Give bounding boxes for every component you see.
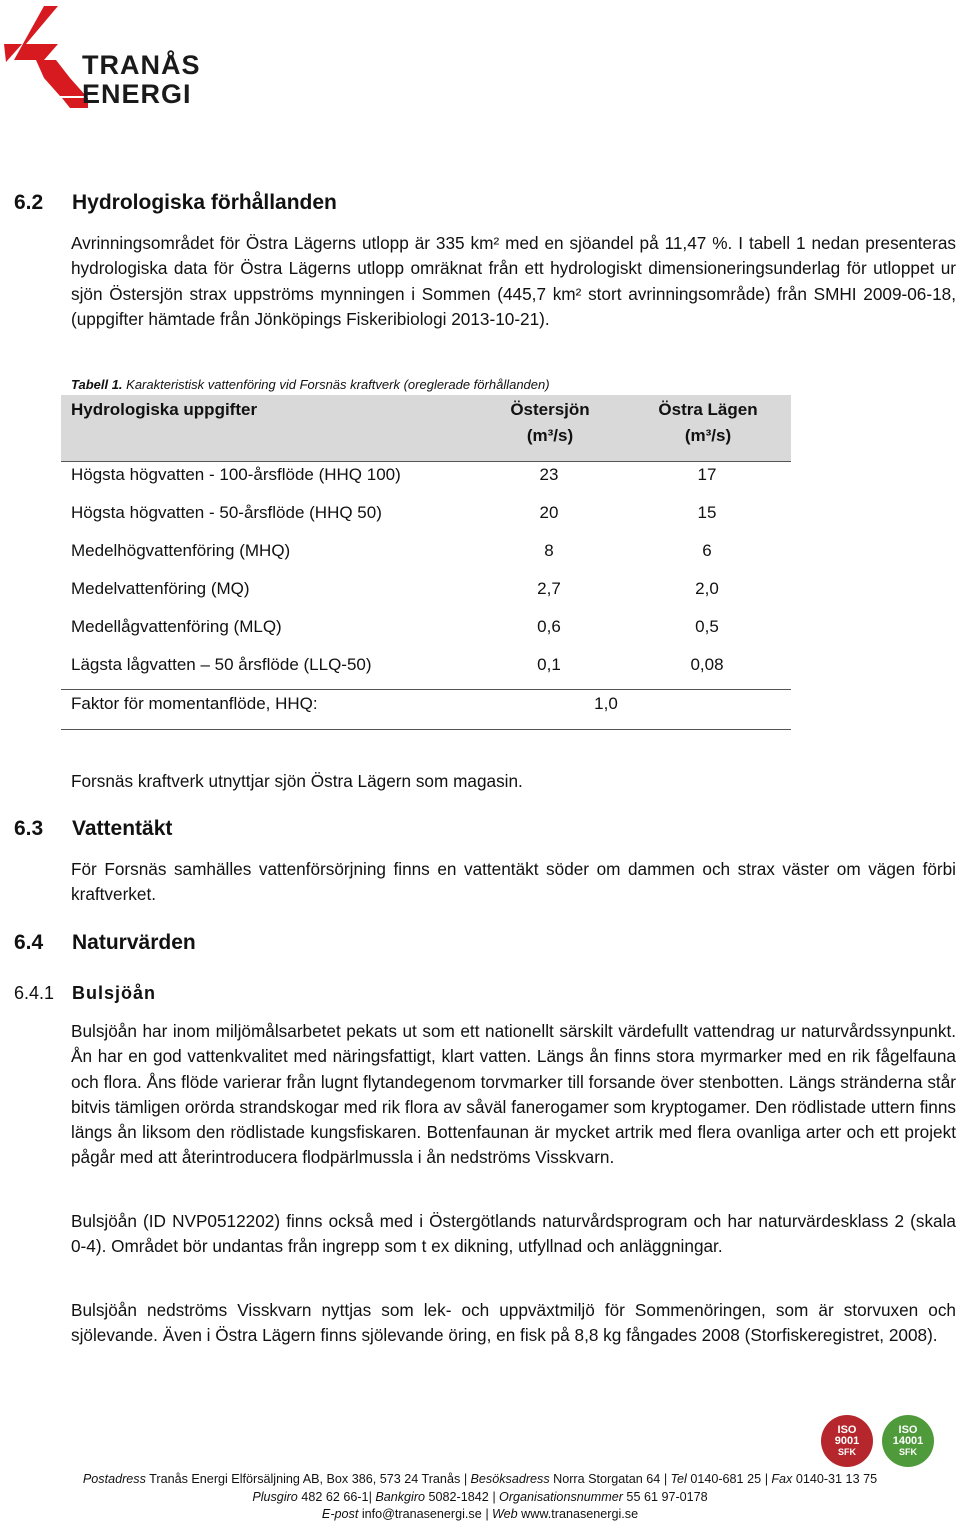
footer-line-2 [0,1490,960,1504]
footer-text: 5082-1842 [425,1490,493,1504]
table-header-col2 [490,397,610,449]
badge-line: SFK [899,1446,917,1457]
footer-text: Plusgiro [252,1490,298,1504]
table-divider [61,689,791,690]
header-col2-line1: Östersjön [510,400,590,419]
row-value-ostersjon: 8 [544,541,554,560]
row-value-ostra: 0,5 [695,617,719,636]
footer-text: 55 61 97-0178 [622,1490,708,1504]
logo-line2: ENERGI [82,79,192,109]
footer-text: | Fax [764,1472,793,1486]
section-number: 6.4 [14,931,44,954]
row-value-ostersjon: 0,6 [537,617,561,636]
footer-text: E-post [321,1507,359,1521]
paragraph-bulsjoan-3: Bulsjöån nedströms Visskvarn nyttjas som lek- och uppväxtmiljö för Sommenöringen, som är storvuxen och sjölevande. Även i Östra Lägern finns sjölevande öring, en fisk på 8,8 kg fångades 2008 (Storfiskeregistret, 2008). [71,1300,956,1346]
company-logo [0,0,230,112]
row-label: Högsta högvatten - 50-årsflöde (HHQ 50) [71,503,382,522]
row-value-ostra: 17 [697,465,717,484]
row-value-ostra: 15 [697,503,717,522]
row-label: Medellågvattenföring (MLQ) [71,617,282,636]
row-value-ostra: 2,0 [695,579,719,598]
table-caption-text: Karakteristisk vattenföring vid Forsnäs kraftverk (oreglerade förhållanden) [122,377,550,392]
footer-text: | Bankgiro [368,1490,426,1504]
paragraph-bulsjoan-1: Bulsjöån har inom miljömålsarbetet pekats ut som ett nationellt särskilt värdefullt vattendrag ur naturvårdssynpunkt. Ån har en god vattenkvalitet med näringsfattigt, klart vatten. Längs ån finns stora myrmarker med en rik fågelfauna och flora. Åns flöde varierar från lugnt flytandegenom torvmarker till forsande över stenbotten. Längs stränderna står bitvis tämligen orörda strandskogar med rik flora av såväl fanerogamer som kryptogamer. Den rödlistade uttern finns längs ån liksom den rödlistade kungsfiskaren. Bottenfaunan är mycket artrik med flera ovanliga arter och ett projekt pågår med att återintroducera flodpärlmussla i ån nedströms Visskvarn. [71,1021,956,1168]
footer-text: | Web [485,1507,518,1521]
footer-email-link[interactable]: info@tranasenergi.se [358,1507,486,1521]
logo-mark [0,4,92,112]
paragraph-vattentakt: För Forsnäs samhälles vattenförsörjning finns en vattentäkt söder om dammen och strax väster om vägen förbi kraftverket. [71,859,956,905]
badge-line: ISO [898,1423,918,1436]
header-col2-line2: (m³/s) [526,426,574,445]
factor-value: 1,0 [594,694,618,713]
table-caption-label: Tabell 1. [71,377,123,392]
table-header-col1: Hydrologiska uppgifter [71,400,258,419]
footer-line-1 [0,1472,960,1486]
row-value-ostersjon: 0,1 [537,655,561,674]
paragraph-magasin: Forsnäs kraftverk utnyttjar sjön Östra Lägern som magasin. [71,771,523,791]
table-caption [71,377,550,392]
row-value-ostersjon: 20 [539,503,559,522]
table-bottom-border [61,729,791,730]
table-header-col3 [638,397,778,449]
footer-text: 0140-681 25 [686,1472,765,1486]
header-col3-line2: (m³/s) [684,426,732,445]
logo-line1: TRANÅS [82,50,201,80]
factor-label: Faktor för momentanflöde, HHQ: [71,694,318,713]
section-number: 6.3 [14,817,44,840]
badge-line: 9001 [834,1435,860,1448]
row-value-ostersjon: 23 [539,465,559,484]
footer-text: Norra Storgatan 64 [549,1472,664,1486]
section-title: Bulsjöån [72,983,157,1003]
section-title: Vattentäkt [72,817,173,840]
iso-14001-badge [882,1415,934,1467]
row-label: Medelhögvattenföring (MHQ) [71,541,291,560]
footer-text: 482 62 66-1 [297,1490,369,1504]
row-label: Lägsta lågvatten – 50 årsflöde (LLQ-50) [71,655,372,674]
row-value-ostersjon: 2,7 [537,579,561,598]
row-value-ostra: 6 [702,541,712,560]
footer-web-link[interactable]: www.tranasenergi.se [517,1507,639,1521]
section-title: Hydrologiska förhållanden [72,191,337,214]
footer-text: | Besöksadress [463,1472,550,1486]
row-label: Medelvattenföring (MQ) [71,579,250,598]
footer-text: Postadress [82,1472,146,1486]
footer-text: | Organisationsnummer [492,1490,623,1504]
paragraph-hydrologi: Avrinningsområdet för Östra Lägerns utlopp är 335 km² med en sjöandel på 11,47 %. I tabell 1 nedan presenteras hydrologiska data för Östra Lägerns utlopp omräknat från ett hydrologiskt dimensioneringsunderlag för utloppet ur sjön Östersjön strax uppströms mynningen i Sommen (445,7 km² stort avrinningsområde) från SMHI 2009-06-18,(uppgifter hämtade från Jönköpings Fiskeribiologi 2013-10-21). [71,233,956,329]
badge-line: SFK [838,1446,856,1457]
section-number: 6.2 [14,191,44,214]
footer-line-3 [0,1507,960,1521]
section-number: 6.4.1 [14,983,55,1003]
badge-line: 14001 [892,1435,924,1448]
iso-9001-badge [821,1415,873,1467]
badge-line: ISO [837,1423,857,1436]
header-col3-line1: Östra Lägen [658,400,758,419]
paragraph-bulsjoan-2: Bulsjöån (ID NVP0512202) finns också med i Östergötlands naturvårdsprogram och har naturvärdesklass 2 (skala 0-4). Området bör undantas från ingrepp som t ex dikning, utfyllnad och anläggningar. [71,1211,956,1257]
footer-text: | Tel [663,1472,687,1486]
row-value-ostra: 0,08 [690,655,724,674]
footer-text: 0140-31 13 75 [792,1472,878,1486]
footer-text: Tranås Energi Elförsäljning AB, Box 386, 573 24 Tranås [145,1472,464,1486]
table-header-row [61,395,791,462]
section-title: Naturvärden [72,931,196,954]
row-label: Högsta högvatten - 100-årsflöde (HHQ 100) [71,465,401,484]
